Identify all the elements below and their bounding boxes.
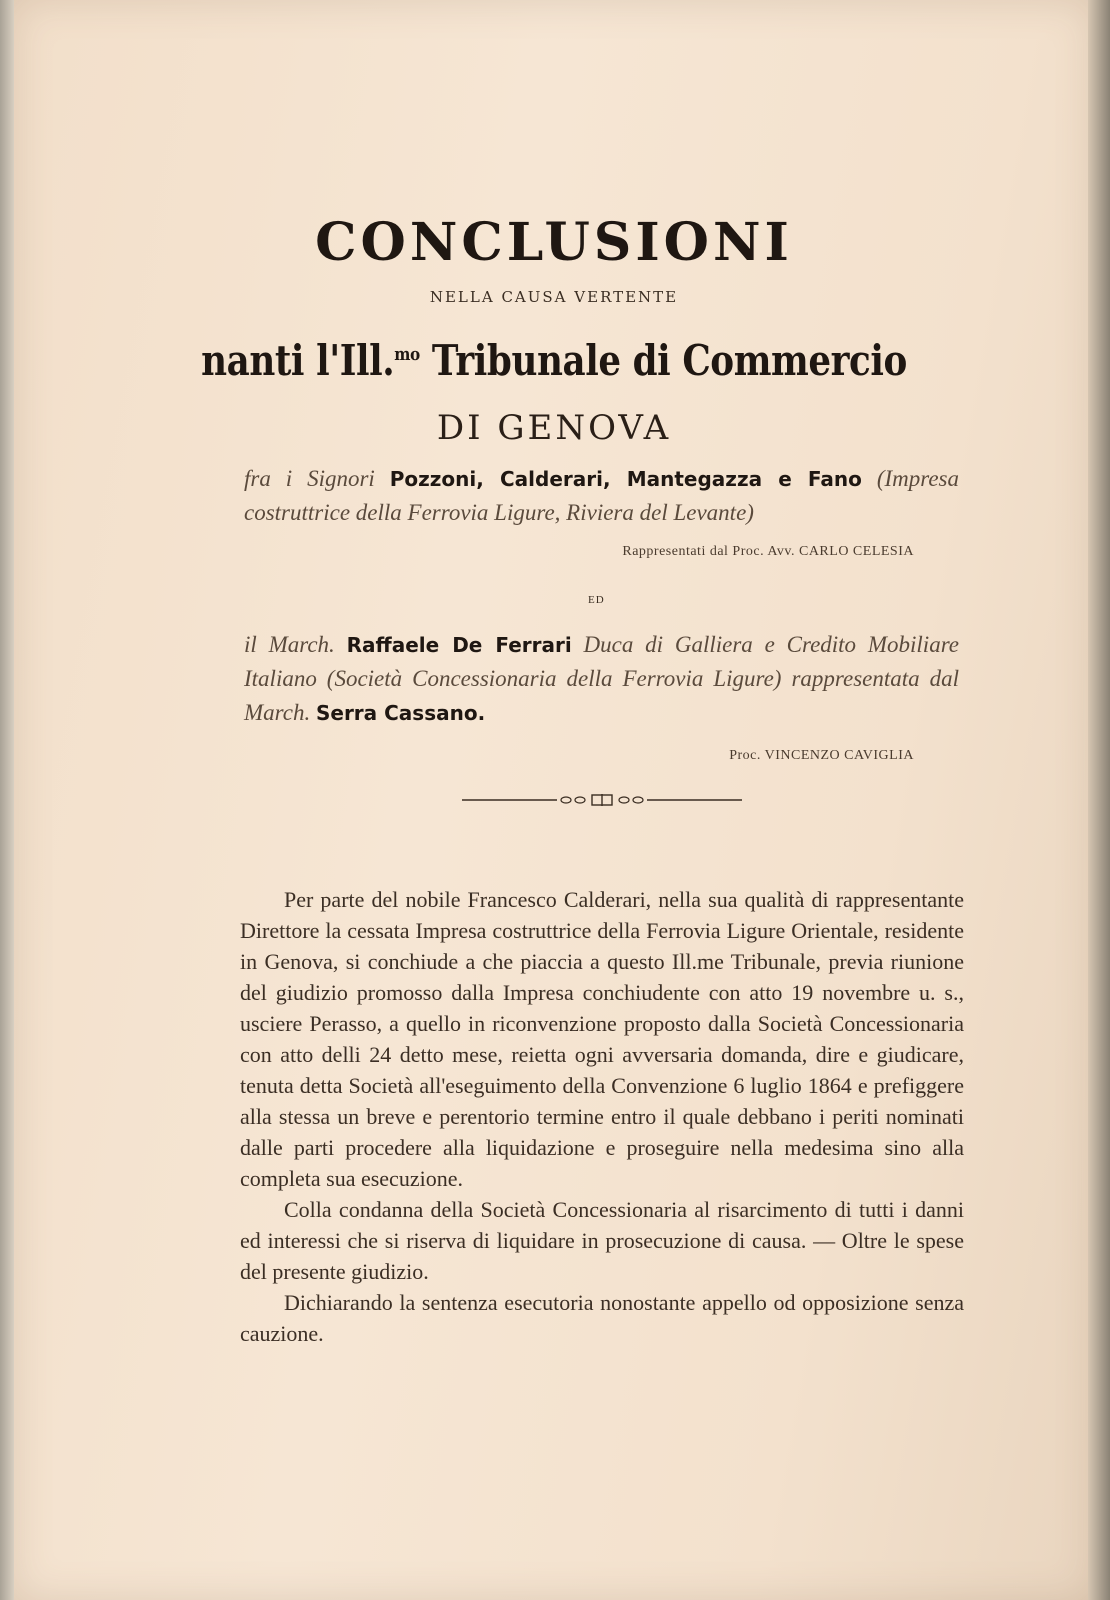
- party-one-description: (Impresa costruttrice della Ferrovia Ligure, Riviera del Levante): [244, 466, 960, 525]
- party-one-intro: fra i Signori: [244, 466, 390, 491]
- connector-word: ED: [588, 594, 605, 606]
- party-two-name: Raffaele De Ferrari: [346, 633, 572, 657]
- court-heading: [95, 336, 1013, 385]
- ornamental-divider: [462, 790, 742, 810]
- party-two-representative-name: Serra Cassano.: [315, 701, 486, 725]
- paragraph-2: Colla condanna della Società Concessionaria al risarcimento di tutti i danni ed interessi che si riserva di liquidare in prosecuzione di causa. — Oltre le spese del presente giudizio.: [240, 1197, 964, 1284]
- document-title: CONCLUSIONI: [315, 212, 793, 273]
- page-shadow-edge: [1088, 0, 1110, 1600]
- party-two-description: Duca di Galliera e Credito Mobiliare Italiano (Società Concessionaria della Ferrovia Ligure) rappresentata dal March.: [244, 632, 959, 725]
- party-two: [244, 628, 959, 730]
- party-one: [244, 462, 959, 530]
- court-superscript: mo: [394, 344, 420, 365]
- court-suffix: Tribunale di Commercio: [419, 336, 907, 385]
- body-text: [240, 884, 964, 1349]
- document-subtitle: NELLA CAUSA VERTENTE: [429, 288, 679, 306]
- book-spine-edge: [0, 0, 14, 1600]
- party-one-representative: Rappresentati dal Proc. Avv. CARLO CELESIA: [622, 544, 914, 559]
- paragraph-3: Dichiarando la sentenza esecutoria nonostante appello od opposizione senza cauzione.: [240, 1290, 964, 1346]
- party-two-procurator: Proc. VINCENZO CAVIGLIA: [729, 748, 914, 763]
- city-heading: DI GENOVA: [436, 408, 672, 448]
- paragraph-1: Per parte del nobile Francesco Calderari, nella sua qualità di rappresentante Direttore la cessata Impresa costruttrice della Ferrovia Ligure Orientale, residente in Genova, si conchiude a che piaccia a questo Ill.me Tribunale, previa riunione del giudizio promosso dalla Impresa conchiudente con atto 19 novembre u. s., usciere Perasso, a quello in riconvenzione proposto dalla Società Concessionaria con atto delli 24 detto mese, reietta ogni avversaria domanda, dire e giudicare, tenuta detta Società all'eseguimento della Convenzione 6 luglio 1864 e prefiggere alla stessa un breve e perentorio termine entro il quale debbano i periti nominati dalle parti procedere alla liquidazione e proseguire nella medesima sino alla completa sua esecuzione.: [240, 887, 964, 1191]
- court-prefix: nanti l'Ill.: [201, 336, 395, 385]
- party-two-intro: il March.: [244, 632, 347, 657]
- party-one-names: Pozzoni, Calderari, Mantegazza e Fano: [389, 467, 862, 491]
- document-page: [14, 0, 1094, 1600]
